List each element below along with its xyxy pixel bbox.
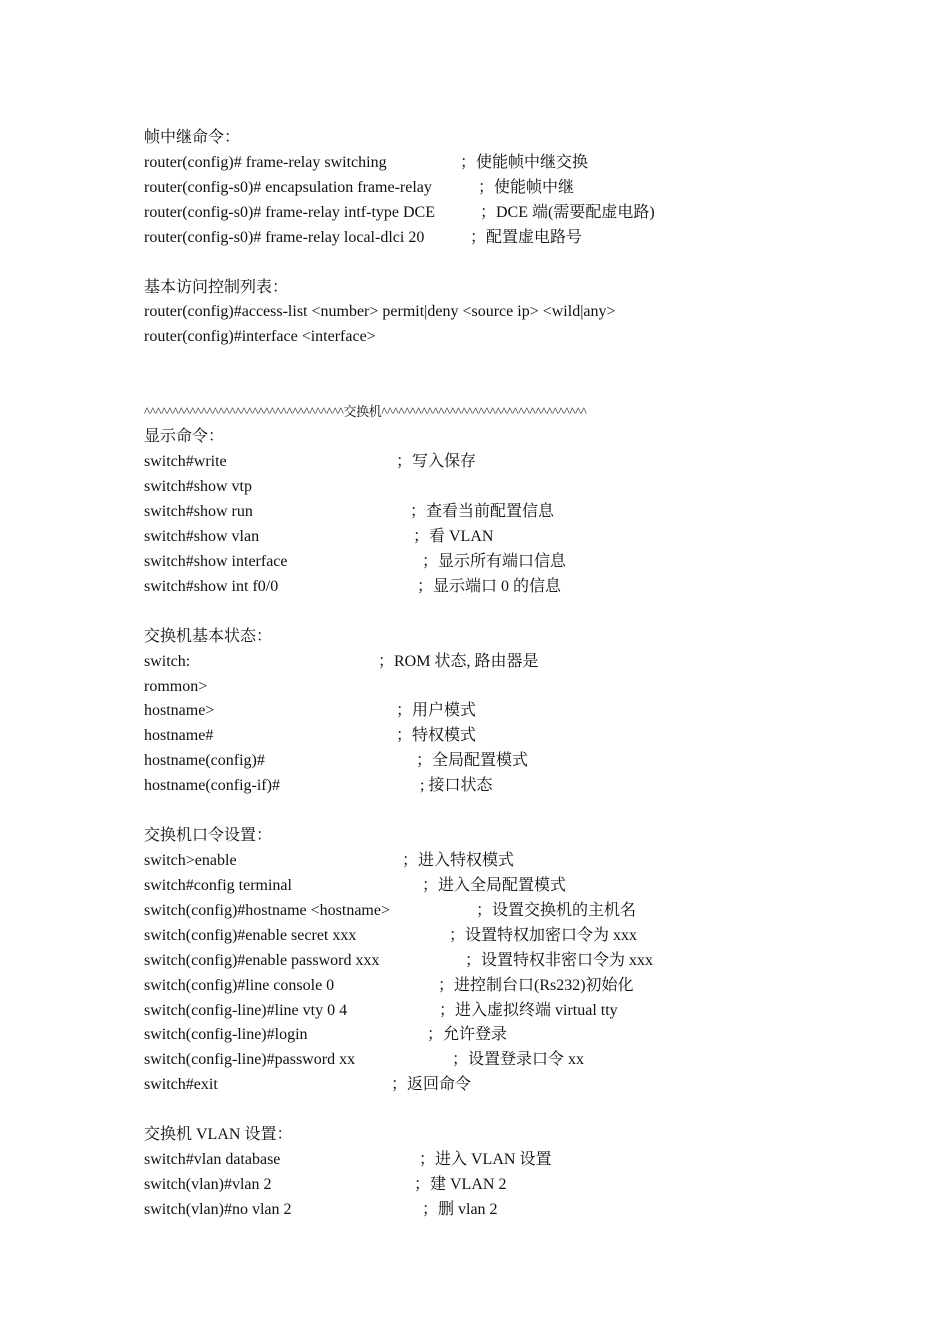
command-text: switch(config)#hostname <hostname> [144, 902, 390, 919]
comment-text: ；设置特权非密口令为 xxx [465, 952, 654, 969]
comment-text: ；设置特权加密口令为 xxx [449, 927, 638, 944]
command-text: hostname(config-if)# [144, 777, 280, 794]
command-text: switch(config-line)#line vty 0 4 [144, 1002, 348, 1019]
comment-text: ；删 vlan 2 [422, 1201, 498, 1218]
command-text: switch#config terminal [144, 877, 292, 894]
comment-text: ; 接口状态 [420, 777, 493, 794]
comment-text: ；进入 VLAN 设置 [419, 1151, 552, 1168]
password-heading: 交换机口令设置： [144, 827, 273, 844]
comment-text: ；进控制台口(Rs232)初始化 [438, 977, 634, 994]
command-text: switch#show run [144, 503, 253, 520]
status-heading: 交换机基本状态： [144, 628, 273, 645]
comment-text: ；进入特权模式 [402, 852, 515, 869]
command-text: router(config-s0)# frame-relay local-dlci 20 [144, 229, 425, 246]
comment-text: ；设置交换机的主机名 [476, 902, 637, 919]
command-text: switch#show interface [144, 553, 288, 570]
command-text: switch(config)#enable secret xxx [144, 927, 357, 944]
comment-text: ；看 VLAN [413, 528, 494, 545]
command-text: switch: [144, 653, 191, 670]
command-text: switch(vlan)#no vlan 2 [144, 1201, 292, 1218]
acl-line: router(config)#access-list <number> permit|deny <source ip> <wild|any> [144, 303, 616, 320]
command-text: rommon> [144, 678, 208, 695]
comment-text: ；建 VLAN 2 [414, 1176, 507, 1193]
command-text: switch#vlan database [144, 1151, 281, 1168]
comment-text: ；用户模式 [396, 702, 477, 719]
command-text: router(config-s0)# frame-relay intf-type DCE [144, 204, 435, 221]
acl-heading: 基本访问控制列表： [144, 279, 289, 296]
command-text: hostname# [144, 727, 214, 744]
command-text: switch#write [144, 453, 227, 470]
command-text: switch(config-line)#password xx [144, 1051, 356, 1068]
comment-text: ；写入保存 [396, 453, 477, 470]
switch-divider: ^^^^^^^^^^^^^^^^^^^^^^^^^^^^^^^^^^^交换机^^^^^^^^^^^^^^^^^^^^^^^^^^^^^^^^^^^^ [144, 404, 587, 419]
comment-text: ；设置登录口令 xx [452, 1051, 585, 1068]
comment-text: ；进入全局配置模式 [422, 877, 567, 894]
comment-text: ；DCE 端(需要配虚电路) [480, 204, 655, 221]
vlan-heading: 交换机 VLAN 设置： [144, 1126, 293, 1143]
comment-text: ；使能帧中继交换 [460, 154, 589, 171]
frame-relay-heading: 帧中继命令： [144, 129, 241, 146]
command-text: router(config)# frame-relay switching [144, 154, 387, 171]
comment-text: ；配置虚电路号 [470, 229, 583, 246]
command-text: hostname> [144, 702, 215, 719]
comment-text: ；查看当前配置信息 [410, 503, 555, 520]
command-text: switch#show vtp [144, 478, 252, 495]
acl-line: router(config)#interface <interface> [144, 328, 376, 345]
show-heading: 显示命令： [144, 428, 225, 445]
comment-text: ；全局配置模式 [416, 752, 529, 769]
command-text: switch(config)#enable password xxx [144, 952, 380, 969]
command-text: switch(config-line)#login [144, 1026, 308, 1043]
command-text: hostname(config)# [144, 752, 265, 769]
comment-text: ；使能帧中继 [478, 179, 575, 196]
comment-text: ；返回命令 [391, 1076, 472, 1093]
comment-text: ；ROM 状态, 路由器是 [378, 653, 539, 670]
comment-text: ；允许登录 [427, 1026, 508, 1043]
command-text: switch#show vlan [144, 528, 260, 545]
command-text: router(config-s0)# encapsulation frame-relay [144, 179, 432, 196]
command-text: switch(vlan)#vlan 2 [144, 1176, 272, 1193]
comment-text: ；显示端口 0 的信息 [417, 578, 562, 595]
comment-text: ；进入虚拟终端 virtual tty [439, 1002, 618, 1019]
command-text: switch(config)#line console 0 [144, 977, 335, 994]
comment-text: ；特权模式 [396, 727, 477, 744]
comment-text: ；显示所有端口信息 [422, 553, 567, 570]
command-text: switch#show int f0/0 [144, 578, 279, 595]
command-text: switch>enable [144, 852, 237, 869]
command-text: switch#exit [144, 1076, 218, 1093]
